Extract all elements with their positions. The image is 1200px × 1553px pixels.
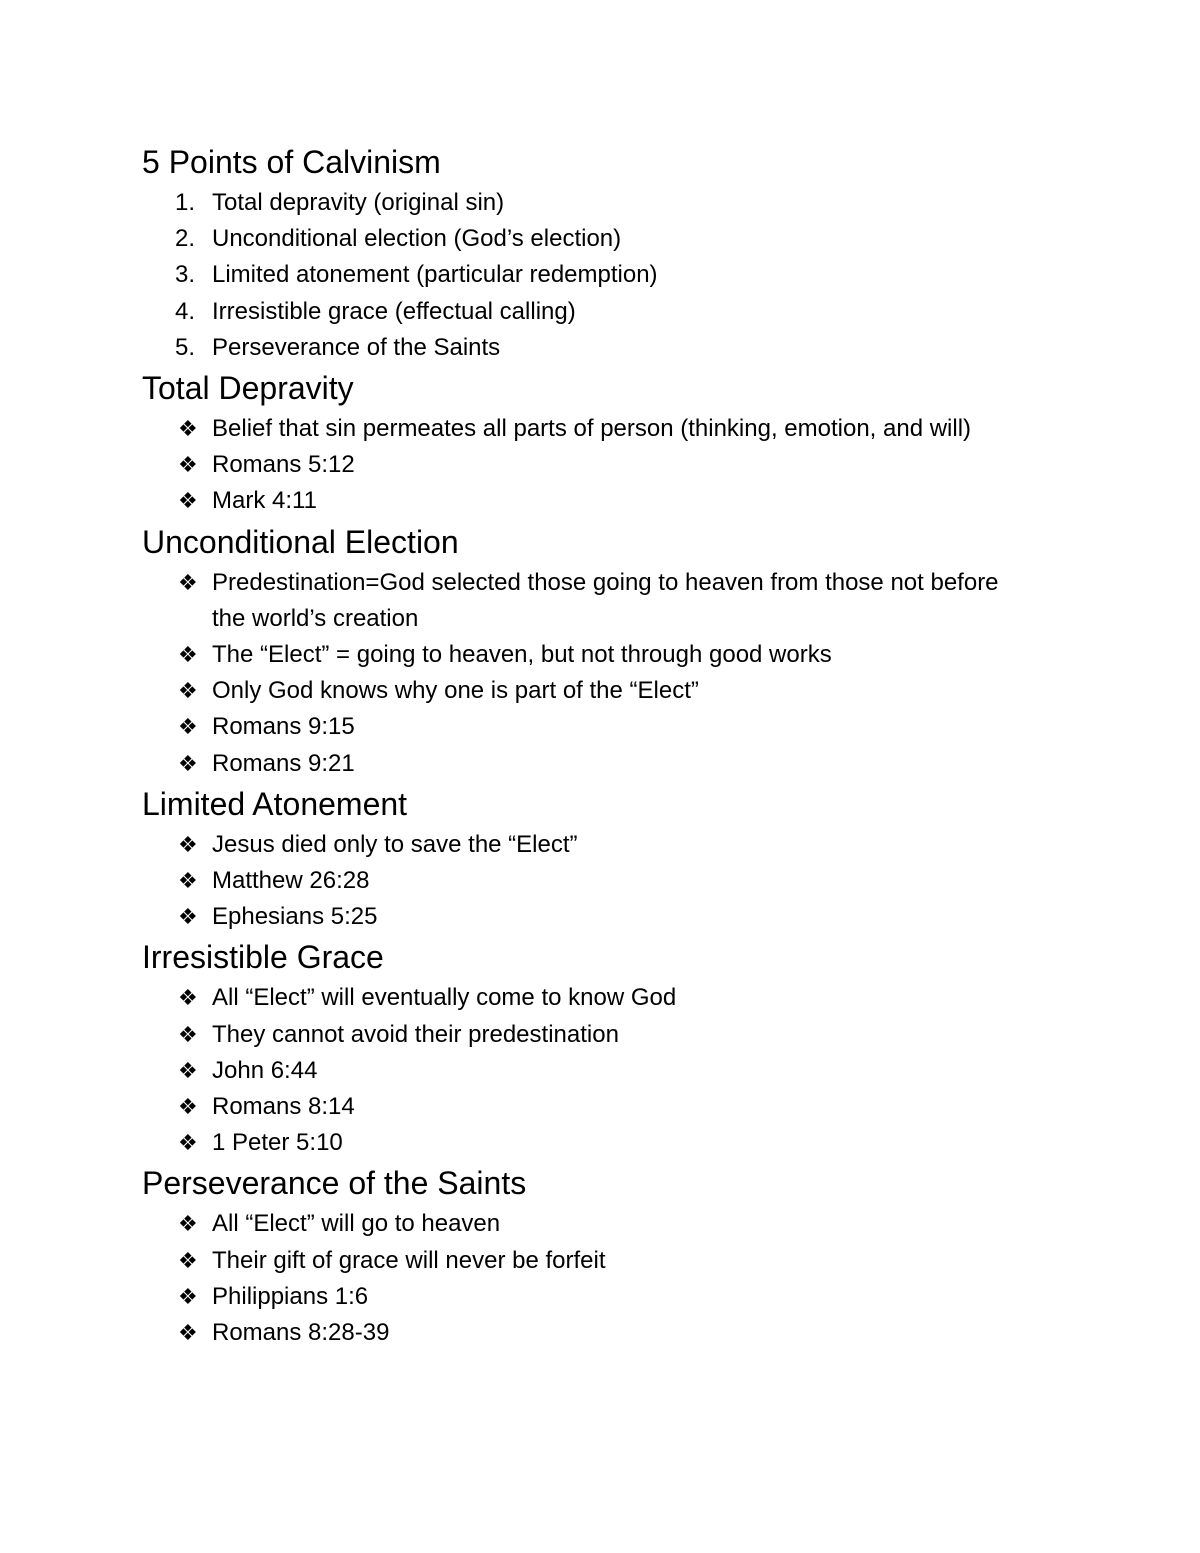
list-item [142,1125,1024,1161]
list-item-text: Irresistible grace (effectual calling) [212,297,576,325]
section-heading: Total Depravity [142,370,354,407]
list-item-text: Matthew 26:28 [212,867,370,895]
list-item-text: Total depravity (original sin) [212,189,505,216]
bullet-list [142,1206,1050,1351]
list-item-text: Perseverance of the Saints [212,333,501,361]
section-five-points [142,140,1050,366]
section-heading: Irresistible Grace [142,939,384,976]
list-item-text: Jesus died only to save the “Elect” [212,830,578,858]
list-item [142,294,1024,330]
list-item-text: Ephesians 5:25 [212,903,378,931]
section-total-depravity [142,366,1050,520]
diamond-bullet-icon: ❖ [178,489,198,515]
list-item [142,1053,1024,1089]
diamond-bullet-icon: ❖ [178,715,198,741]
list-item [142,980,1024,1016]
list-item-text: John 6:44 [212,1056,318,1084]
list-item [142,863,1024,899]
list-item-text: Mark 4:11 [212,487,317,515]
diamond-bullet-icon: ❖ [178,869,198,895]
list-item-text: 1 Peter 5:10 [212,1129,343,1157]
list-item [142,709,1024,745]
list-number: 5. [175,333,196,361]
list-item-text: Romans 9:15 [212,713,355,741]
list-item [142,1315,1024,1351]
list-number: 4. [175,297,196,325]
list-item-text: Romans 8:28-39 [212,1319,390,1347]
list-item-text: All “Elect” will eventually come to know God [212,984,677,1012]
bullet-list [142,411,1050,520]
section-irresistible-grace [142,935,1050,1161]
list-item-text: Romans 9:21 [212,749,355,777]
diamond-bullet-icon: ❖ [178,1248,198,1274]
bullet-list [142,565,1050,782]
list-item-text: Only God knows why one is part of the “Elect” [212,677,699,705]
section-limited-atonement [142,782,1050,936]
section-heading: 5 Points of Calvinism [142,144,441,180]
list-item [142,565,1024,637]
diamond-bullet-icon: ❖ [178,1321,198,1347]
section-heading: Unconditional Election [142,523,459,560]
diamond-bullet-icon: ❖ [178,832,198,858]
list-item-text: Philippians 1:6 [212,1282,369,1310]
list-item [142,1243,1024,1279]
list-item-text: Unconditional election (God’s election) [212,225,622,253]
ordered-list [142,185,1050,366]
diamond-bullet-icon: ❖ [178,1212,198,1238]
list-number: 3. [175,261,196,289]
diamond-bullet-icon: ❖ [178,1284,198,1310]
list-item-text: Romans 8:14 [212,1093,355,1121]
section-heading: Limited Atonement [142,785,408,822]
diamond-bullet-icon: ❖ [178,679,198,705]
list-item [142,1017,1024,1053]
list-item-text: Their gift of grace will never be forfeit [212,1246,606,1274]
section-perseverance-of-the-saints [142,1161,1050,1351]
list-item [142,899,1024,935]
list-item-text: Predestination=God selected those going to heaven from those not before the world’s creation [212,568,999,632]
list-item [142,185,1024,221]
diamond-bullet-icon: ❖ [178,1131,198,1157]
diamond-bullet-icon: ❖ [178,1022,198,1048]
diamond-bullet-icon: ❖ [178,643,198,669]
diamond-bullet-icon: ❖ [178,453,198,479]
diamond-bullet-icon: ❖ [178,1058,198,1084]
diamond-bullet-icon: ❖ [178,417,198,443]
list-item [142,673,1024,709]
list-item [142,1206,1024,1242]
diamond-bullet-icon: ❖ [178,570,198,596]
list-item [142,221,1024,257]
list-item [142,1089,1024,1125]
list-item [142,483,1024,519]
list-item [142,447,1024,483]
list-item [142,827,1024,863]
list-item-text: Limited atonement (particular redemption) [212,261,658,289]
list-item [142,411,1024,447]
diamond-bullet-icon: ❖ [178,986,198,1012]
list-item [142,257,1024,293]
list-item-text: They cannot avoid their predestination [212,1020,619,1048]
bullet-list [142,980,1050,1161]
list-item-text: The “Elect” = going to heaven, but not through good works [212,641,832,669]
diamond-bullet-icon: ❖ [178,905,198,931]
list-item [142,1279,1024,1315]
list-item [142,330,1024,366]
diamond-bullet-icon: ❖ [178,751,198,777]
list-item-text: All “Elect” will go to heaven [212,1210,501,1238]
diamond-bullet-icon: ❖ [178,1095,198,1121]
list-number: 1. [175,189,196,216]
list-item-text: Romans 5:12 [212,451,355,479]
list-item [142,637,1024,673]
list-item-text: Belief that sin permeates all parts of person (thinking, emotion, and will) [212,415,972,443]
list-number: 2. [175,225,196,253]
bullet-list [142,827,1050,936]
section-heading: Perseverance of the Saints [142,1165,527,1202]
list-item [142,746,1024,782]
section-unconditional-election [142,520,1050,782]
